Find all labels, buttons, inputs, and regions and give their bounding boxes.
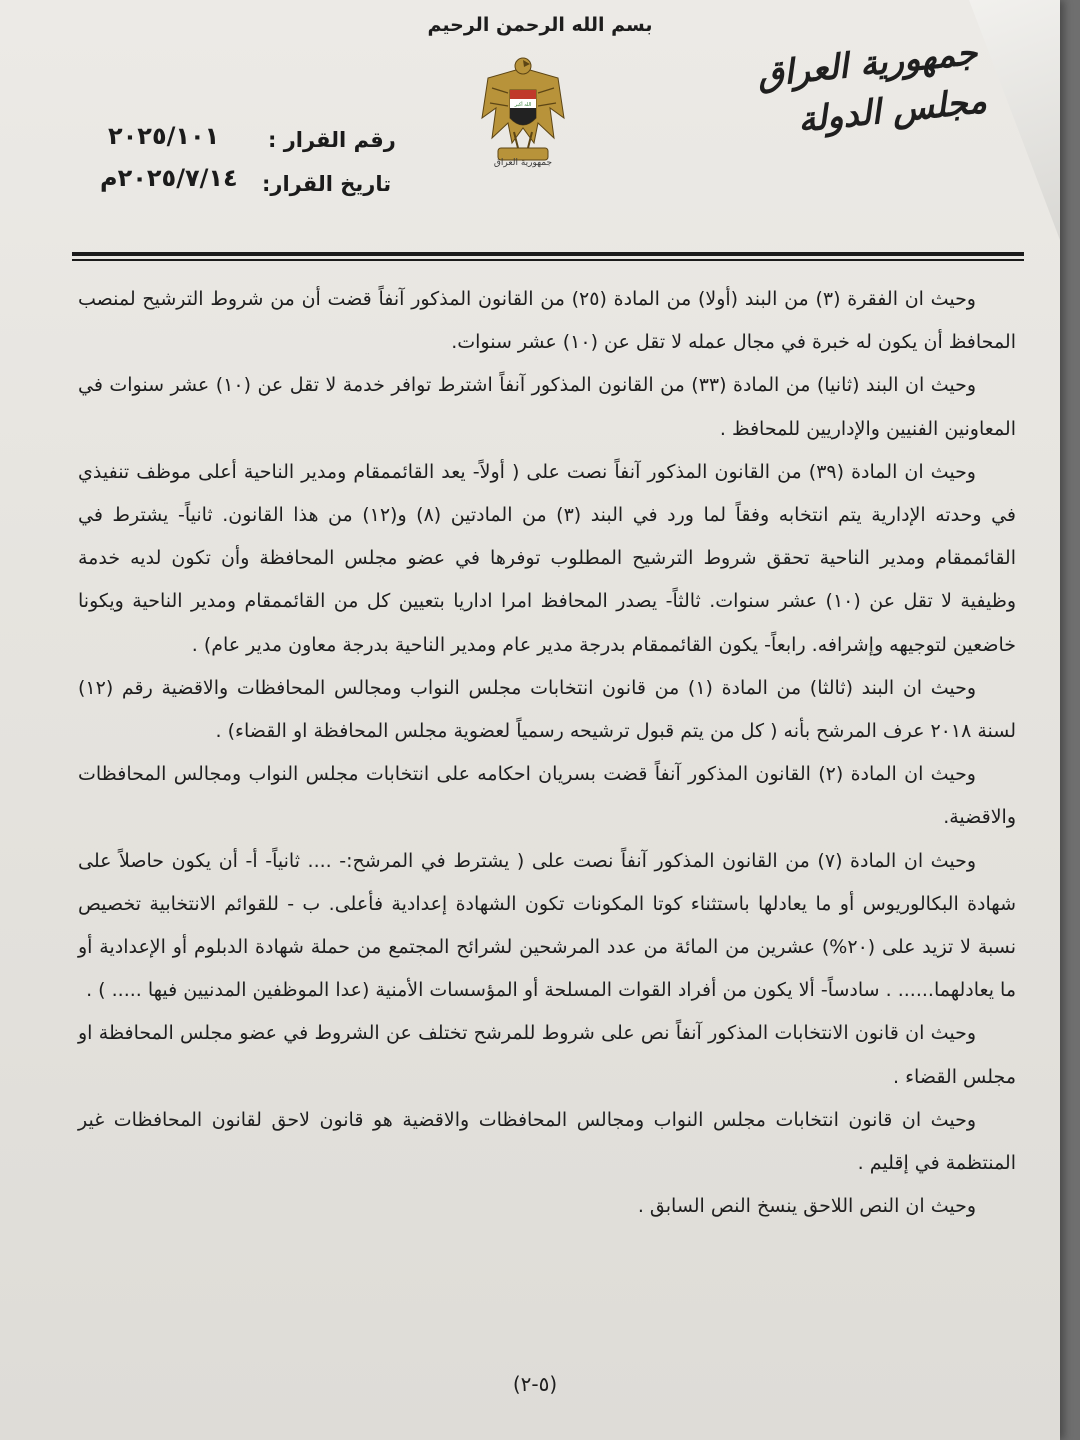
paragraph: وحيث ان النص اللاحق ينسخ النص السابق . — [637, 1195, 976, 1218]
paragraph: وحيث ان المادة (٣٩) من القانون المذكور آنفاً نصت على ( أولاً- يعد القائممقام ومدير الناحية أعلى موظف تنفيذي في وحدته الإدارية يتم انتخابه وفقاً لما ورد في البند (٣) من المادتين (٨) و(١٢) من هذا القانون. ثانياً- يشترط في القائممقام ومدير الناحية تحقق شروط الترشيح المطلوب توفرها في عضو مجلس المحافظة وأن تكون لديه خدمة وظيفية لا تقل عن (١٠) عشر سنوات. ثالثاً- يصدر المحافظ امرا اداريا بتعيين كل من القائممقام ومدير الناحية ويكونا خاضعين لتوجيهه وإشرافه. رابعاً- يكون القائممقام بدرجة مدير عام ومدير الناحية بدرجة معاون مدير عام) . — [78, 460, 1016, 656]
paragraph: وحيث ان المادة (٢) القانون المذكور آنفاً قضت بسريان احكامه على انتخابات مجلس النواب ومجالس المحافظات والاقضية. — [78, 763, 1016, 829]
org-line-state-council: مجلس الدولة — [796, 81, 989, 141]
paragraph: وحيث ان الفقرة (٣) من البند (أولا) من المادة (٢٥) من القانون المذكور آنفاً قضت أن من شروط الترشيح لمنصب المحافظ أن يكون له خبرة في مجال عمله لا تقل عن (١٠) عشر سنوات. — [78, 288, 1016, 354]
header-divider-thin — [72, 259, 1024, 261]
organization-calligraphy — [736, 27, 1005, 152]
svg-text:الله أكبر: الله أكبر — [514, 102, 532, 108]
paragraph: وحيث ان قانون الانتخابات المذكور آنفاً نص على شروط للمرشح تختلف عن الشروط في عضو مجلس المحافظة او مجلس القضاء . — [78, 1022, 1016, 1088]
header-divider-thick — [72, 252, 1024, 256]
emblem-caption: جمهورية العراق — [493, 158, 553, 168]
org-line-republic: جمهورية العراق — [755, 32, 980, 96]
paragraph: وحيث ان البند (ثانيا) من المادة (٣٣) من القانون المذكور آنفاً اشترط توافر خدمة لا تقل عن (١٠) عشر سنوات في المعاونين الفنيين والإداريين للمحافظ . — [78, 374, 1016, 440]
paragraph: وحيث ان المادة (٧) من القانون المذكور آنفاً نصت على ( يشترط في المرشح:- .... ثانياً- أ- أن يكون حاصلاً على شهادة البكالوريوس أو ما يعادلها باستثناء كوتا المكونات تكون الشهادة إعدادية فأعلى. ب - للقوائم الانتخابية تخصيص نسبة لا تزيد على (٢٠%) عشرين من المائة من عدد المرشحين لشرائح المجتمع من حملة شهادة الدبلوم أو الإعدادية أو ما يعادلهما...... . سادساً- ألا يكون من أفراد القوات المسلحة أو المؤسسات الأمنية (عدا الموظفين المدنيين فيها ..... ) . — [78, 849, 1016, 1002]
basmala: بسم الله الرحمن الرحيم — [427, 14, 653, 36]
paragraph: وحيث ان البند (ثالثا) من المادة (١) من قانون انتخابات مجلس النواب ومجالس المحافظات والاقضية رقم (١٢) لسنة ٢٠١٨ عرف المرشح بأنه ( كل من يتم قبول ترشيحه رسمياً لعضوية مجلس المحافظة او القضاء) . — [78, 676, 1016, 743]
page-number: (٥-٢) — [512, 1372, 558, 1396]
decision-body — [78, 278, 1016, 1228]
decision-date-label: تاريخ القرار: — [262, 172, 392, 196]
decision-number-label: رقم القرار : — [268, 128, 396, 152]
decision-number-value: ٢٠٢٥/١٠١ — [108, 122, 220, 150]
paragraph: وحيث ان قانون انتخابات مجلس النواب ومجالس المحافظات والاقضية هو قانون لاحق لقانون المحافظات غير المنتظمة في إقليم . — [78, 1108, 1016, 1175]
decision-date-value: ٢٠٢٥/٧/١٤م — [100, 164, 238, 192]
